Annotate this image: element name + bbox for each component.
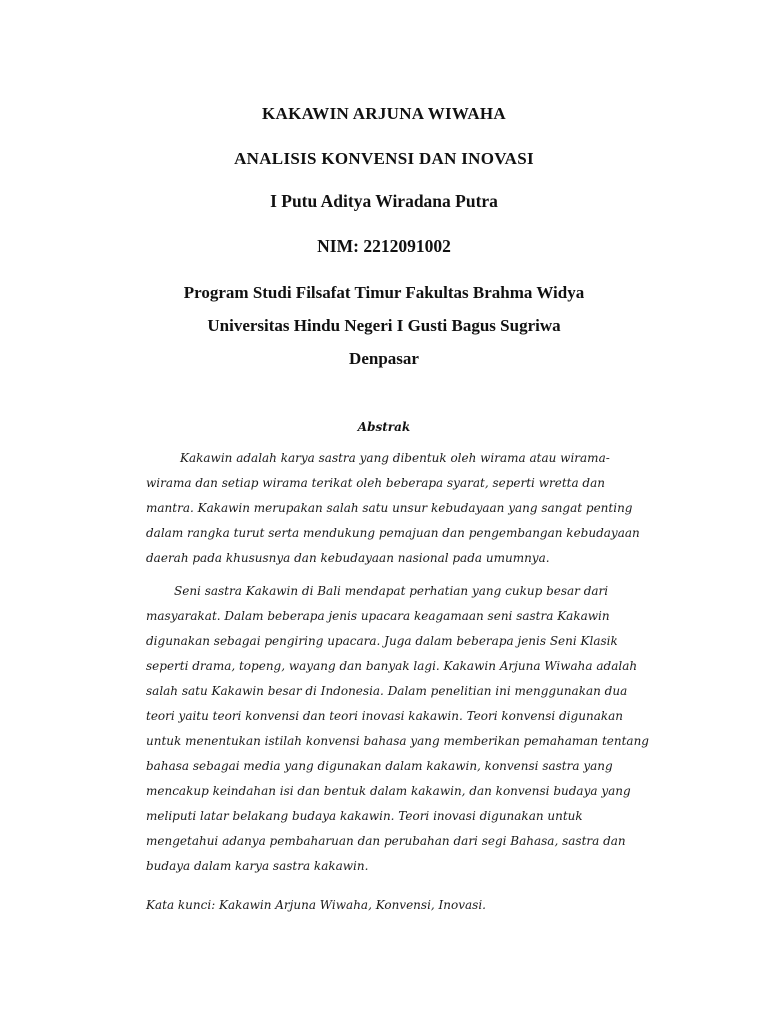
author-name: I Putu Aditya Wiradana Putra xyxy=(270,191,498,211)
keywords xyxy=(146,893,646,918)
student-id: NIM: 2212091002 xyxy=(317,236,451,256)
abstract-paragraph-1 xyxy=(146,446,646,571)
paragraph-line: seperti drama, topeng, wayang dan banyak lagi. Kakawin Arjuna Wiwaha adalah xyxy=(146,659,638,673)
paragraph-line: dalam rangka turut serta mendukung pemajuan dan pengembangan kebudayaan xyxy=(146,526,640,540)
affiliation-line: Program Studi Filsafat Timur Fakultas Brahma Widya xyxy=(183,283,585,302)
affiliation xyxy=(120,276,648,375)
paragraph-line: masyarakat. Dalam beberapa jenis upacara keagamaan seni sastra Kakawin xyxy=(146,609,610,623)
paragraph-line: Seni sastra Kakawin di Bali mendapat perhatian yang cukup besar dari xyxy=(174,584,609,598)
paragraph-line: mantra. Kakawin merupakan salah satu unsur kebudayaan yang sangat penting xyxy=(146,501,633,515)
paragraph-line: wirama dan setiap wirama terikat oleh beberapa syarat, seperti wretta dan xyxy=(146,476,605,490)
paragraph-line: digunakan sebagai pengiring upacara. Juga dalam beberapa jenis Seni Klasik xyxy=(146,634,618,648)
paragraph-line: budaya dalam karya sastra kakawin. xyxy=(146,859,369,873)
abstract-heading: Abstrak xyxy=(357,420,411,434)
paragraph-line: mengetahui adanya pembaharuan dan perubahan dari segi Bahasa, sastra dan xyxy=(146,834,626,848)
affiliation-line: Denpasar xyxy=(349,349,419,368)
paragraph-line: untuk menentukan istilah konvensi bahasa yang memberikan pemahaman tentang xyxy=(146,734,649,748)
abstract-paragraph-2 xyxy=(146,579,649,879)
paragraph-line: bahasa sebagai media yang digunakan dalam kakawin, konvensi sastra yang xyxy=(146,759,613,773)
paragraph-line: Kakawin adalah karya sastra yang dibentuk oleh wirama atau wirama- xyxy=(180,451,610,465)
affiliation-line: Universitas Hindu Negeri I Gusti Bagus Sugriwa xyxy=(207,316,561,335)
paragraph-line: teori yaitu teori konvensi dan teori inovasi kakawin. Teori konvensi digunakan xyxy=(146,709,624,723)
document-title: KAKAWIN ARJUNA WIWAHA xyxy=(261,104,507,123)
paragraph-line: daerah pada khususnya dan kebudayaan nasional pada umumnya. xyxy=(146,551,550,565)
keywords-line: Kata kunci: Kakawin Arjuna Wiwaha, Konvensi, Inovasi. xyxy=(146,898,486,912)
paragraph-line: mencakup keindahan isi dan bentuk dalam kakawin, dan konvensi budaya yang xyxy=(146,784,631,798)
paragraph-line: salah satu Kakawin besar di Indonesia. Dalam penelitian ini menggunakan dua xyxy=(146,684,628,698)
document-subtitle: ANALISIS KONVENSI DAN INOVASI xyxy=(234,149,534,168)
paragraph-line: meliputi latar belakang budaya kakawin. Teori inovasi digunakan untuk xyxy=(146,809,583,823)
